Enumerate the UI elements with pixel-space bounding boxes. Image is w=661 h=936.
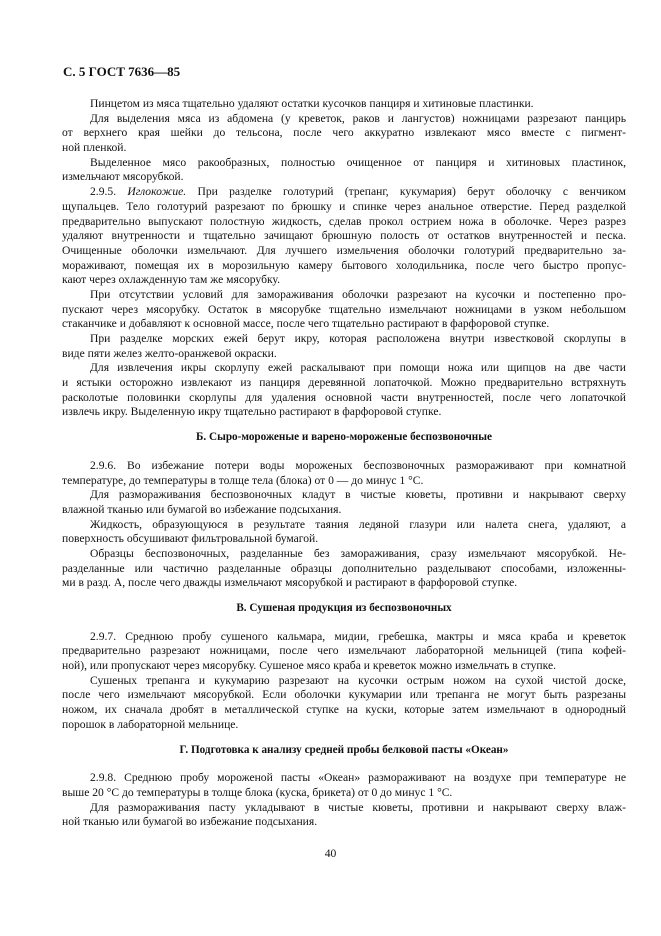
text-line: ной), или пропускают через мясорубку. Сушеное мясо краба и креветок можно измельчать в ступке. bbox=[62, 659, 557, 673]
text-line: Пинцетом из мяса тщательно удаляют остатки кусочков панциря и хитиновые пластинки. bbox=[90, 97, 534, 110]
text-line: влажной тканью или бумагой во избежание подсыхания. bbox=[62, 502, 342, 516]
text-line: ной пленкой. bbox=[62, 141, 127, 155]
text-line: ножом, их сначала дробят в металлической ступке на куски, которые затем измельчают в однородный bbox=[62, 703, 626, 717]
paragraph bbox=[62, 332, 626, 361]
text-line: и ястыки осторожно извлекают из панциря деревянной лопаточкой. Можно предварительно встряхнуть bbox=[62, 376, 626, 390]
text-line: порошок в лабораторной мельнице. bbox=[62, 717, 239, 731]
paragraph bbox=[62, 288, 626, 332]
text-line: При отсутствии условий для замораживания оболочки разрезают на кусочки и постепенно про- bbox=[90, 287, 626, 301]
paragraph bbox=[62, 488, 626, 517]
text-line: Для выделения мяса из абдомена (у креветок, раков и лангустов) ножницами разрезают панцирь bbox=[90, 111, 626, 125]
text-line: удаляют внутренности и тщательно зачищают брюшную полость от остатков внутренностей и песка. bbox=[62, 229, 626, 243]
paragraph bbox=[62, 112, 626, 156]
document-body bbox=[62, 97, 626, 830]
text-line: ми в разд. А, после чего дважды измельчают мясорубкой и растирают в фарфоровой ступке. bbox=[62, 576, 518, 590]
paragraph bbox=[62, 630, 626, 674]
text-line: 2.9.5. Иглокожие. При разделке голотурий (трепанг, кукумария) берут оболочку с венчиком bbox=[90, 185, 626, 199]
text-line: разделанные или частично разделанные образцы дополнительно разделывают способами, изложенны- bbox=[62, 561, 626, 575]
text-line: Для размораживания беспозвоночных кладут в чистые кюветы, противни и накрывают сверху bbox=[90, 488, 626, 502]
text-line: выше 20 °С до температуры в толще блока (куска, брикета) от 0 до минус 1 °С. bbox=[62, 785, 453, 799]
paragraph bbox=[62, 518, 626, 547]
text-line: ной тканью или бумагой во избежание подсыхания. bbox=[62, 815, 318, 829]
text-line: виде пяти желез желто-оранжевой окраски. bbox=[62, 346, 277, 360]
text-line: Образцы беспозвоночных, разделанные без замораживания, сразу измельчают мясорубкой. Не- bbox=[90, 546, 626, 560]
text-line: При разделке морских ежей берут икру, которая расположена внутри известковой скорлупы в bbox=[90, 332, 626, 345]
paragraph bbox=[62, 459, 626, 488]
text-line: пускают через мясорубку. Остаток в мясорубке тщательно измельчают ножницами в узком небольшом bbox=[62, 302, 626, 316]
paragraph bbox=[62, 156, 626, 185]
text-line: измельчают мясорубкой. bbox=[62, 170, 184, 184]
paragraph bbox=[62, 97, 626, 112]
text-line: 2.9.6. Во избежание потери воды мороженых беспозвоночных размораживают при комнатной bbox=[90, 458, 626, 472]
section-heading: В. Сушеная продукция из беспозвоночных bbox=[236, 602, 452, 614]
text-line: 2.9.8. Среднюю пробу мороженой пасты «Океан» размораживают на воздухе при температуре не bbox=[90, 771, 626, 785]
text-line: Сушеных трепанга и кукумарию разрезают на кусочки острым ножом на сухой чистой доске, bbox=[90, 673, 626, 687]
text-line: Для размораживания пасту укладывают в чистые кюветы, противни и накрывают сверху влаж- bbox=[90, 800, 626, 814]
paragraph bbox=[62, 547, 626, 591]
section-heading: Б. Сыро-мороженые и варено-мороженые беспозвоночные bbox=[196, 431, 492, 444]
text-line: Очищенные оболочки измельчают. Для лучшего измельчения оболочки голотурий предварительно за- bbox=[62, 243, 626, 257]
page-header: С. 5 ГОСТ 7636—85 bbox=[63, 64, 181, 79]
text-line: поверхность обсушивают фильтровальной бумагой. bbox=[62, 532, 319, 546]
text-line: после чего измельчают мясорубкой. Если оболочки кукумарии или трепанга не могут быть разрезаны bbox=[62, 688, 626, 702]
text-line: кают через охлажденную там же мясорубку. bbox=[62, 273, 280, 287]
text-line: стаканчике и добавляют к основной массе, после чего тщательно растирают в фарфоровой ступке. bbox=[62, 317, 550, 331]
text-line: извлечь икру. Выделенную икру тщательно растирают в фарфоровой ступке. bbox=[62, 405, 442, 419]
italic-term: Иглокожие. bbox=[127, 185, 187, 199]
paragraph bbox=[62, 771, 626, 800]
text-line: Выделенное мясо ракообразных, полностью очищенное от панциря и хитиновых пластинок, bbox=[90, 155, 626, 169]
paragraph bbox=[62, 674, 626, 733]
text-line: предварительно выпускают полостную жидкость, сделав прокол острием ножа в оболочке. Через разрез bbox=[62, 214, 626, 228]
section-heading: Г. Подготовка к анализу средней пробы белковой пасты «Океан» bbox=[179, 743, 509, 756]
text-line: от верхнего края шейки до тельсона, после чего аккуратно извлекают мясо вместе с пигмент- bbox=[62, 126, 626, 140]
text-line: щупальцев. Тело голотурий разрезают по брюшку и спинке через анальное отверстие. Перед разделкой bbox=[62, 199, 626, 213]
text-line: 2.9.7. Среднюю пробу сушеного кальмара, мидии, гребешка, мактры и мяса краба и креветок bbox=[90, 629, 626, 643]
text-line: температуре, до температуры в толще тела (блока) от 0 — до минус 1 °С. bbox=[62, 473, 424, 487]
paragraph bbox=[62, 185, 626, 288]
text-line: Жидкость, образующуюся в результате таяния ледяной глазури или налета снега, удаляют, а bbox=[90, 517, 626, 531]
page-number: 40 bbox=[324, 847, 337, 860]
text-line: расколотые половинки скорлупы для удаления основной части внутренностей, после чего лопаточкой bbox=[62, 390, 626, 404]
paragraph bbox=[62, 801, 626, 830]
text-line: мораживают, помещая их в морозильную камеру бытового холодильника, после чего быстро пропус- bbox=[62, 258, 626, 272]
paragraph bbox=[62, 361, 626, 420]
text-line: предварительно разрезают ножницами, после чего измельчают лабораторной мельницей (типа кофей- bbox=[62, 644, 626, 658]
text-line: Для извлечения икры скорлупу ежей раскалывают при помощи ножа или щипцов на две части bbox=[90, 361, 626, 375]
